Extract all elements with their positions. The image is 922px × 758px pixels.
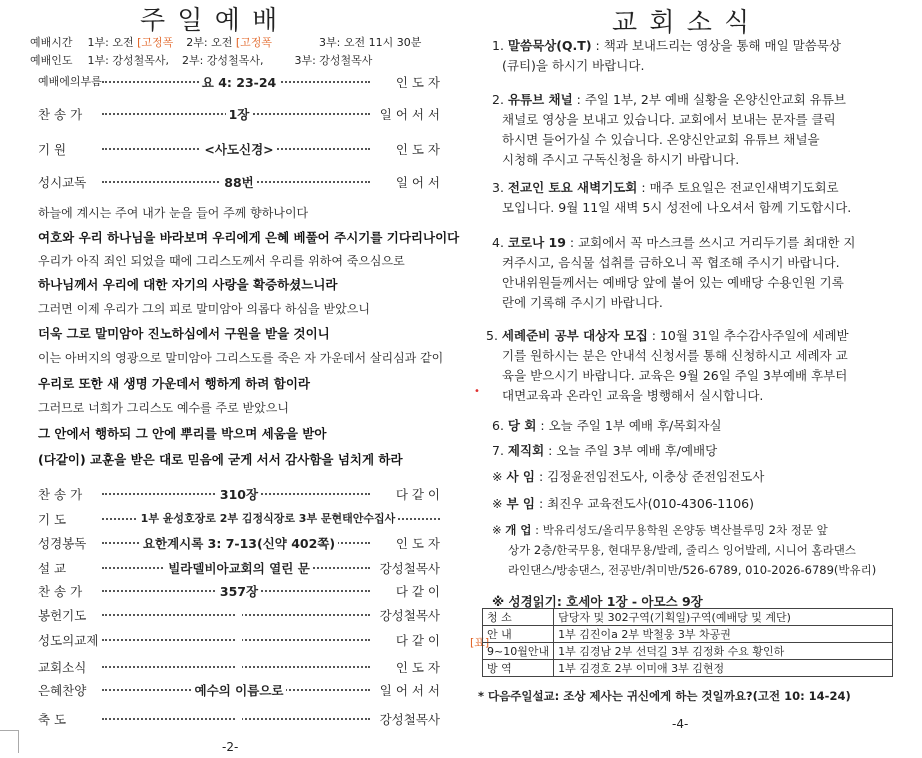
left-page-title: 주 일 예 배	[140, 6, 280, 36]
news-item: 1. 말씀묵상(Q.T) : 책과 보내드리는 영상을 통해 매일 말씀묵상 (큐티)을 하시기 바랍니다.	[492, 38, 841, 73]
service-leader-p1: 1부: 강성철목사,	[87, 54, 169, 67]
verse-line-response: 하나님께서 우리에 대한 자기의 사랑을 확증하셨느니라	[38, 277, 338, 292]
table-cell: 1부 김경호 2부 이미애 3부 김현정	[554, 660, 893, 677]
verse-line-response: 우리로 또한 새 생명 가운데서 행하게 하려 함이라	[38, 376, 310, 391]
order-row	[38, 658, 440, 676]
left-page-number: -2-	[222, 740, 239, 754]
news-item: ※ 개 업 : 박유리성도/올리무용학원 온양동 벽산블루밍 2차 정문 앞 상가 2층/한국무용, 현대무용/발레, 줄리스 잉어발레, 시니어 홈라댄스 라인댄스/방송댄스, 전공반/취미반/526-6789, 010-2026-6789(박유리)	[492, 523, 877, 577]
service-time-label: 예배시간	[30, 36, 73, 49]
order-right: 인 도 자	[395, 660, 440, 675]
order-row	[38, 485, 440, 503]
order-label: 봉헌기도	[38, 608, 87, 623]
order-right: 다 같 이	[395, 487, 440, 502]
page-corner-mark	[0, 730, 19, 753]
service-leader-p3: 3부: 강성철목사	[294, 54, 373, 67]
order-middle: <사도신경>	[128, 140, 350, 158]
table-cell: 방 역	[483, 660, 554, 677]
verse-line-response: 더욱 그로 말미암아 진노하심에서 구원을 받을 것이니	[38, 326, 330, 341]
order-right: 인 도 자	[395, 536, 440, 551]
table-row	[483, 643, 893, 660]
order-right: 강성철목사	[379, 712, 440, 727]
order-middle: 1장	[128, 105, 350, 123]
order-right: 인 도 자	[395, 75, 440, 90]
service-leader-row	[30, 52, 372, 68]
verse-line-response: 여호와 우리 하나님을 바라보며 우리에게 은혜 베풀어 주시기를 기다리나이다	[38, 230, 460, 245]
table-cell: 1부 김진이a 2부 박철웅 3부 차공권	[554, 626, 893, 643]
order-label: 교회소식	[38, 660, 87, 675]
order-row	[38, 173, 440, 191]
order-row	[38, 105, 440, 123]
table-row	[483, 660, 893, 677]
order-middle	[128, 606, 350, 621]
order-right: 다 같 이	[395, 633, 440, 648]
news-item: 5. 세례준비 공부 대상자 모집 : 10월 31일 추수감사주일에 세례받 기를 원하시는 분은 안내석 신청서를 통해 신청하시고 세례자 교 육을 받으시기 바랍니다. 교육은 9월 26일 주일 3부예배 후부터 대면교육과 온라인 교육을 병행해서 실시합니다.	[486, 328, 849, 403]
order-row	[38, 606, 440, 624]
order-row	[38, 681, 440, 699]
order-right: 강성철목사	[379, 561, 440, 576]
news-item: ※ 사 임 : 김정윤전임전도사, 이충상 준전임전도사	[492, 469, 765, 484]
news-item: 7. 제직회 : 오늘 주일 3부 예배 후/예배당	[492, 443, 718, 458]
verse-line-response: 그 안에서 행하되 그 안에 뿌리를 박으며 세움을 받아	[38, 426, 327, 441]
verse-line: 이는 아버지의 영광으로 말미암아 그리스도를 죽은 자 가운데서 살리심과 같이	[38, 351, 444, 365]
order-row	[38, 510, 440, 528]
order-middle: 요 4: 23-24	[128, 73, 350, 91]
table-cell: 안 내	[483, 626, 554, 643]
table-cell: 1부 김경남 2부 선덕길 3부 김정화 수요 황인하	[554, 643, 893, 660]
bullet-dot: •	[474, 386, 480, 397]
news-item: 2. 유튜브 채널 : 주일 1부, 2부 예배 실황을 온양신안교회 유튜브 채널로 영상을 보내고 있습니다. 교회에서 보내는 문자를 클릭 하시면 들어가실 수 있습니다. 온양신안교회 유튜브 채널을 시청해 주시고 구독신청을 하시기 바랍니다.	[492, 92, 846, 167]
order-row	[38, 582, 440, 600]
order-label: 성경봉독	[38, 536, 87, 551]
order-row	[38, 140, 440, 158]
service-time-p1-hint: [고정폭	[137, 36, 174, 49]
order-middle: 1부 윤성호장로 2부 김정식장로 3부 문현태안수집사	[90, 510, 446, 526]
service-time-p1: 1부: 오전	[87, 36, 134, 49]
order-middle: 예수의 이름으로	[128, 681, 350, 699]
order-row	[38, 710, 440, 728]
order-row	[38, 559, 440, 577]
verse-line: 우리가 아직 죄인 되었을 때에 그리스도께서 우리를 위하여 죽으심으로	[38, 254, 405, 268]
order-middle: 357장	[128, 582, 350, 600]
order-right: 일 어 서 서	[379, 107, 440, 122]
service-time-p2: 2부: 오전	[186, 36, 233, 49]
order-label: 찬 송 가	[38, 487, 83, 502]
table-row	[483, 609, 893, 626]
order-label: 찬 송 가	[38, 584, 83, 599]
verse-line-response: (다같이) 교훈을 받은 대로 믿음에 굳게 서서 감사함을 넘치게 하라	[38, 452, 403, 467]
order-label: 성도의교제	[38, 633, 99, 648]
verse-line: 하늘에 계시는 주여 내가 눈을 들어 주께 향하나이다	[38, 206, 309, 220]
verse-line: 그러므로 너희가 그리스도 예수를 주로 받았으니	[38, 401, 289, 415]
table-row	[483, 626, 893, 643]
verse-line: 그러면 이제 우리가 그의 피로 말미암아 의롭다 하심을 받았으니	[38, 302, 370, 316]
order-right: 일 어 서	[395, 175, 440, 190]
news-item: 4. 코로나 19 : 교회에서 꼭 마스크를 쓰시고 거리두기를 최대한 지 켜주시고, 음식물 섭취를 금하오니 꼭 협조해 주시기 바랍니다. 안내위원들께서는 예배당 앞에 붙어 있는 예배당 수용인원 기록 란에 기록해 주시기 바랍니다.	[492, 235, 856, 310]
order-right: 강성철목사	[379, 608, 440, 623]
order-middle	[128, 631, 350, 646]
table-cell: 9~10월안내	[483, 643, 554, 660]
right-page-title: 교 회 소 식	[612, 8, 752, 38]
order-label: 기 원	[38, 142, 67, 157]
order-middle: 요한계시록 3: 7-13(신약 402쪽)	[108, 534, 370, 552]
service-time-p3: 3부: 오전 11시 30분	[319, 36, 422, 49]
right-page-number: -4-	[672, 717, 689, 731]
table-cell: 청 소	[483, 609, 554, 626]
order-middle	[128, 658, 350, 673]
order-right: 일 어 서 서	[379, 683, 440, 698]
order-label: 성시교독	[38, 175, 87, 190]
order-label: 설 교	[38, 561, 67, 576]
order-label: 은혜찬양	[38, 683, 87, 698]
order-label: 기 도	[38, 512, 67, 527]
service-leader-p2: 2부: 강성철목사,	[181, 54, 264, 67]
order-middle	[128, 710, 350, 725]
order-row	[38, 73, 440, 91]
order-label: 찬 송 가	[38, 107, 83, 122]
order-right: 인 도 자	[395, 142, 440, 157]
next-sermon-notice: * 다음주일설교: 조상 제사는 귀신에게 하는 것일까요?(고전 10: 14-24)	[478, 689, 851, 703]
bible-reading: ※ 성경읽기: 호세아 1장 - 아모스 9장	[492, 594, 703, 609]
service-time-row	[30, 34, 421, 50]
service-time-p2-hint: [고정폭	[235, 36, 273, 49]
order-row	[38, 534, 440, 552]
order-row	[38, 631, 440, 649]
order-middle: 310장	[128, 485, 350, 503]
table-marker: [표]	[470, 636, 490, 649]
service-leader-label: 예배인도	[30, 54, 73, 67]
order-label: 축 도	[38, 712, 67, 727]
order-right: 다 같 이	[395, 584, 440, 599]
order-middle: 빌라델비아교회의 열린 문	[128, 559, 350, 577]
order-middle: 88번	[128, 173, 350, 191]
news-item: 3. 전교인 토요 새벽기도회 : 매주 토요일은 전교인새벽기도회로 모입니다. 9월 11일 새벽 5시 성전에 나오셔서 함께 기도합시다.	[492, 180, 852, 215]
table-cell: 담당자 및 302구역(기획일)구역(예배당 및 계단)	[554, 609, 893, 626]
news-item: ※ 부 임 : 최진우 교육전도사(010-4306-1106)	[492, 496, 754, 511]
order-label: 예배에의부름	[38, 75, 102, 88]
duty-table	[482, 608, 893, 677]
news-item: 6. 당 회 : 오늘 주일 1부 예배 후/목회자실	[492, 418, 722, 433]
